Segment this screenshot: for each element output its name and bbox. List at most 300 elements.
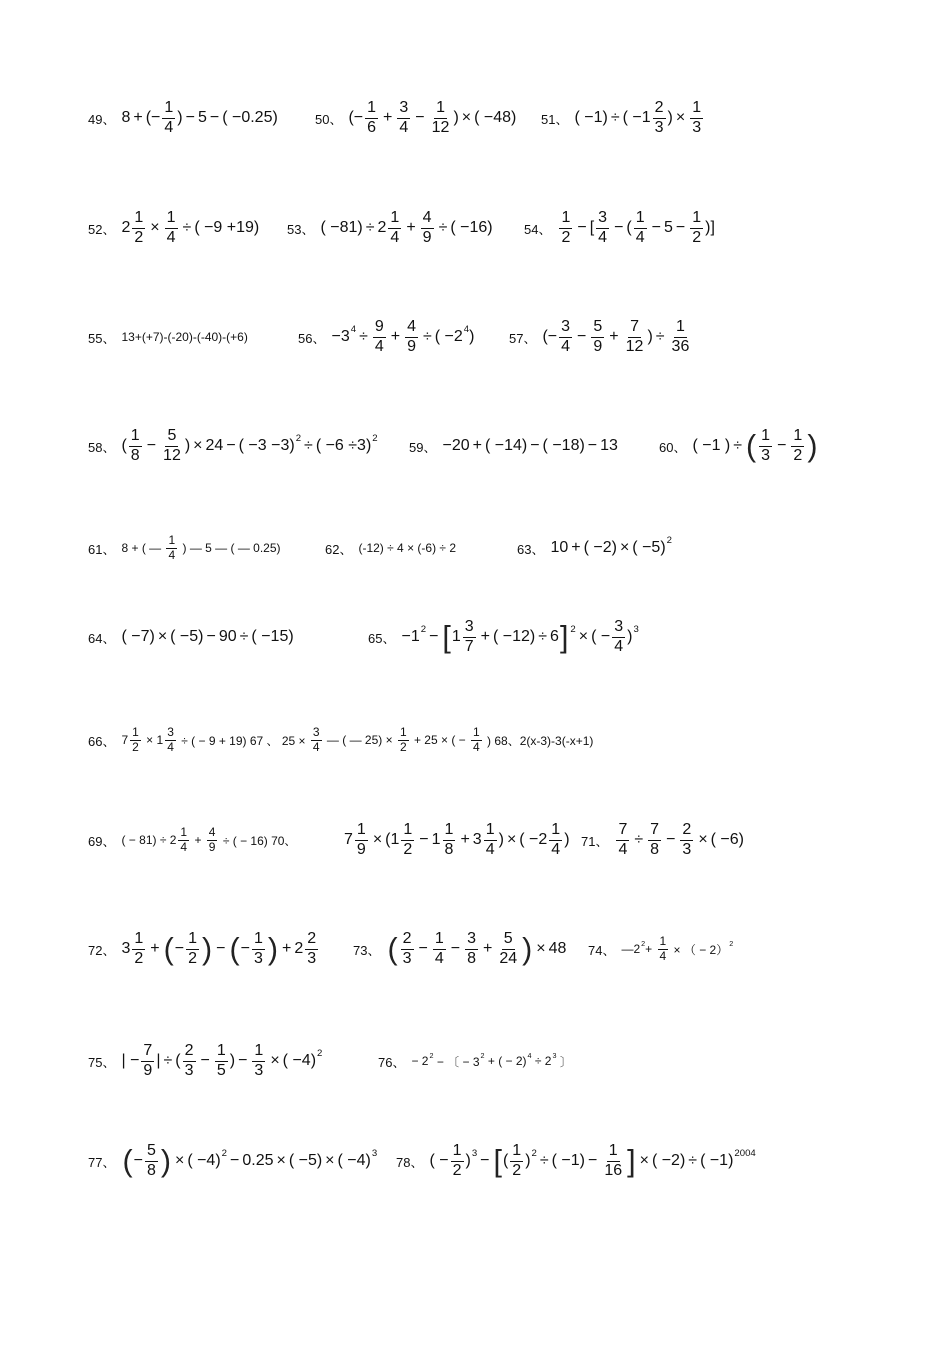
problem-number: 52、: [88, 221, 116, 237]
fraction: [252, 1042, 265, 1080]
expression-text: ( −5): [632, 539, 666, 556]
exponent: 4: [463, 324, 470, 336]
expression-text: ( −6 ÷3): [315, 437, 372, 454]
numerator: 1: [401, 821, 414, 840]
operator: −: [577, 219, 587, 236]
denominator: 9: [356, 840, 366, 858]
expression-text: − 2: [411, 1054, 429, 1068]
expression-text: 〕: [556, 1054, 572, 1069]
expression-text: ( −15): [251, 628, 294, 645]
numerator: 1: [180, 824, 188, 839]
denominator: 4: [618, 840, 628, 858]
expression-text: ÷ 2: [531, 1054, 552, 1068]
denominator: 4: [399, 118, 409, 136]
expression-text: ( −12): [493, 628, 536, 645]
expression-text: ): [564, 831, 570, 848]
problem: [524, 188, 715, 268]
fraction: [471, 726, 482, 755]
numerator: 1: [607, 1142, 620, 1161]
fraction: [365, 99, 378, 137]
expression-text: ): [465, 1152, 471, 1169]
operator: ×: [193, 437, 203, 454]
expression: [386, 930, 566, 968]
exponent: 2: [480, 1051, 485, 1061]
large-bracket: ): [807, 428, 818, 463]
exponent: 2: [729, 939, 734, 949]
numerator: 5: [165, 427, 178, 446]
fraction: [355, 821, 368, 859]
expression-text: 13: [600, 437, 618, 454]
denominator: 4: [374, 337, 384, 355]
denominator: 2: [403, 840, 413, 858]
problem-number: 58、: [88, 439, 116, 455]
fraction: [591, 318, 604, 356]
numerator: 1: [484, 821, 497, 840]
fraction: [510, 1142, 523, 1180]
fraction: [401, 930, 414, 968]
denominator: 4: [635, 228, 645, 246]
expression-text: [: [589, 219, 595, 236]
expression-text: (: [542, 328, 548, 345]
operator: −: [480, 1152, 490, 1169]
fraction: [634, 209, 647, 247]
expression-text: ( −0.25): [222, 109, 278, 126]
expression-text: (: [175, 1052, 181, 1069]
exponent: 2: [429, 1051, 434, 1061]
operator: −: [675, 219, 686, 236]
problem: [378, 1021, 572, 1101]
fraction: [680, 821, 693, 859]
expression-text: 1: [431, 831, 441, 848]
expression-text: − 〔 − 3: [433, 1054, 480, 1069]
expression-text: ( −5): [288, 1152, 323, 1169]
denominator: 2: [134, 949, 144, 967]
large-bracket: (: [387, 931, 398, 966]
expression-text: −: [174, 940, 185, 957]
operator: ×: [639, 1152, 649, 1169]
expression-text: 24: [205, 437, 224, 454]
expression-text: ): [184, 437, 191, 454]
numerator: 1: [129, 427, 142, 446]
expression-text: (1: [385, 831, 400, 848]
fraction: [373, 318, 386, 356]
operator: +: [483, 940, 493, 957]
expression-text: 48: [548, 940, 567, 957]
expression-text: 5: [664, 219, 673, 236]
problem: [88, 597, 294, 677]
fraction: [670, 318, 692, 356]
expression-text: 10: [550, 539, 569, 556]
expression-text: —2: [621, 942, 641, 956]
fraction: [559, 318, 572, 356]
expression: [121, 534, 280, 563]
exponent: 2: [221, 1148, 227, 1160]
denominator: 4: [390, 228, 400, 246]
numerator: 1: [473, 724, 480, 739]
expression-text: ( −: [429, 1152, 449, 1169]
large-bracket: ): [267, 931, 278, 966]
large-bracket: ]: [559, 619, 569, 654]
problem-row: [0, 508, 950, 588]
problem-number: 62、: [325, 541, 353, 557]
expression-text: (: [502, 1152, 509, 1169]
operator: −: [666, 831, 676, 848]
expression: [574, 99, 705, 137]
large-bracket: (: [163, 931, 174, 966]
numerator: 1: [252, 930, 265, 949]
operator: +: [383, 109, 393, 126]
fraction: [421, 209, 434, 247]
operator: ÷: [655, 328, 665, 345]
numerator: 1: [168, 532, 176, 547]
operator: ÷: [365, 219, 375, 236]
problem: [588, 909, 733, 989]
expression-text: ): [667, 109, 673, 126]
denominator: 4: [167, 739, 174, 754]
operator: ÷: [438, 219, 448, 236]
operator: ×: [276, 1152, 286, 1169]
operator: −: [146, 437, 157, 454]
numerator: 1: [434, 99, 447, 118]
numerator: 5: [502, 930, 515, 949]
expression-text: ( −: [591, 628, 611, 645]
denominator: 4: [164, 118, 174, 136]
expression-text: 7: [344, 831, 353, 848]
expression-text: ( −1: [622, 109, 651, 126]
operator: −: [777, 437, 787, 454]
fraction: [165, 726, 176, 755]
denominator: 4: [473, 739, 480, 754]
expression-text: 2: [294, 940, 304, 957]
problem-row: [0, 297, 950, 377]
numerator: 1: [388, 209, 401, 228]
denominator: 4: [561, 337, 571, 355]
expression-text: 1: [451, 628, 461, 645]
denominator: 9: [407, 337, 416, 355]
expression-text: ( −2: [434, 328, 463, 345]
fraction: [388, 209, 401, 247]
expression-text: (: [348, 109, 354, 126]
numerator: 2: [183, 1042, 196, 1061]
operator: −: [588, 1152, 598, 1169]
problem-number: 55、: [88, 330, 116, 346]
numerator: 1: [451, 1142, 464, 1161]
numerator: 1: [674, 318, 687, 337]
problem: [88, 78, 278, 158]
expression-text: −20: [442, 437, 470, 454]
denominator: 2: [134, 228, 144, 246]
exponent: 2: [420, 624, 427, 636]
expression: [442, 437, 617, 455]
expression-text: ): [177, 109, 183, 126]
operator: −: [238, 1052, 248, 1069]
problem-number: 63、: [517, 541, 545, 557]
operator: −: [651, 219, 661, 236]
denominator: 3: [307, 949, 317, 967]
fraction: [451, 1142, 464, 1180]
numerator: 1: [132, 724, 139, 739]
denominator: 4: [312, 739, 320, 754]
operator: ×: [506, 831, 517, 848]
exponent: 2: [295, 433, 302, 445]
exponent: 2: [372, 433, 378, 445]
problem-number: 78、: [396, 1154, 424, 1170]
operator: −: [216, 940, 226, 957]
denominator: 4: [180, 839, 188, 854]
problem-row: [0, 78, 950, 158]
expression-text: ( −4): [337, 1152, 371, 1169]
operator: ×: [698, 831, 708, 848]
expression-text: |: [156, 1052, 161, 1069]
operator: −: [200, 1052, 210, 1069]
numerator: 1: [634, 209, 647, 228]
expression: [542, 318, 693, 356]
numerator: 1: [162, 99, 175, 118]
expression-text: (: [121, 437, 127, 454]
expression: [121, 826, 296, 855]
expression-text: ( −1): [551, 1152, 585, 1169]
operator: ×: [150, 219, 160, 236]
operator: ×: [270, 1052, 280, 1069]
expression-text: ( −2: [519, 831, 548, 848]
problem-number: 75、: [88, 1054, 116, 1070]
operator: ×: [578, 628, 589, 645]
operator: ÷: [359, 328, 368, 345]
fraction: [178, 826, 189, 855]
problem-row: [0, 597, 950, 677]
expression: [121, 1142, 377, 1180]
expression-text: + ( − 2): [484, 1054, 527, 1068]
numerator: 1: [355, 821, 368, 840]
expression: [320, 209, 492, 247]
denominator: 4: [166, 228, 176, 246]
numerator: 3: [559, 318, 572, 337]
problem: [517, 508, 672, 588]
problem-row: [0, 406, 950, 486]
denominator: 3: [654, 118, 664, 136]
numerator: 7: [141, 1042, 154, 1061]
denominator: 9: [593, 337, 603, 355]
fraction: [759, 427, 772, 465]
numerator: 1: [791, 427, 804, 446]
denominator: 8: [467, 949, 476, 967]
expression-text: ( −4): [282, 1052, 317, 1069]
denominator: 9: [143, 1061, 153, 1079]
fraction: [484, 821, 497, 859]
denominator: 8: [444, 840, 454, 858]
expression: [358, 541, 456, 555]
operator: ÷: [538, 628, 548, 645]
problem-number: 76、: [378, 1054, 406, 1070]
expression-text: ) 68、2(x-3)-3(-x+1): [483, 733, 594, 748]
operator: ×: [157, 628, 168, 645]
operator: ×: [461, 109, 472, 126]
denominator: 3: [254, 1061, 264, 1079]
fraction: [497, 930, 519, 968]
operator: −: [530, 437, 540, 454]
expression-text: ( − 81) ÷ 2: [121, 833, 177, 847]
expression-text: ÷ ( − 9 + 19) 67 、 25 ×: [177, 733, 309, 748]
operator: +: [133, 109, 143, 126]
numerator: 1: [132, 930, 145, 949]
expression-text: ): [498, 831, 504, 848]
fraction: [165, 209, 178, 247]
large-bracket: [: [442, 619, 451, 654]
fraction: [311, 726, 322, 755]
problem: [88, 909, 320, 989]
problem: [88, 297, 248, 377]
problem: [287, 188, 493, 268]
problem-number: 59、: [409, 439, 437, 455]
numerator: 2: [305, 930, 318, 949]
expression-text: 3: [472, 831, 482, 848]
denominator: 5: [216, 1061, 226, 1079]
fraction: [186, 930, 199, 968]
operator: −: [587, 437, 598, 454]
denominator: 3: [402, 949, 412, 967]
expression-text: ( −14): [484, 437, 528, 454]
expression-text: (-12) ÷ 4 × (-6) ÷ 2: [358, 541, 456, 555]
expression-text: −: [240, 940, 250, 957]
operator: −: [577, 328, 587, 345]
expression-text: ): [647, 328, 653, 345]
denominator: 4: [659, 948, 667, 963]
fraction: [443, 821, 456, 859]
operator: ÷: [733, 437, 743, 454]
problem-row: [0, 800, 950, 880]
numerator: 1: [559, 209, 572, 228]
operator: ÷: [688, 1152, 698, 1169]
denominator: 3: [184, 1061, 194, 1079]
problem-number: 64、: [88, 630, 116, 646]
expression-text: ): [453, 109, 459, 126]
exponent: 2: [666, 535, 672, 547]
large-bracket: (: [746, 428, 757, 463]
expression-text: ): [229, 1052, 236, 1069]
problem: [353, 909, 566, 989]
problem-number: 65、: [368, 630, 396, 646]
expression: [121, 628, 293, 646]
problem: [88, 508, 281, 588]
numerator: 2: [401, 930, 414, 949]
expression: [621, 935, 733, 964]
expression-text: — ( — 25) ×: [323, 733, 396, 747]
problem: [88, 1021, 322, 1101]
denominator: 3: [692, 118, 702, 136]
operator: −: [185, 109, 195, 126]
operator: −: [418, 940, 428, 957]
fraction: [305, 930, 318, 968]
fraction: [252, 930, 265, 968]
fraction: [141, 1042, 154, 1080]
problem-number: 73、: [353, 942, 381, 958]
fraction: [162, 99, 175, 137]
expression-text: ( −2): [651, 1152, 686, 1169]
expression: [121, 930, 320, 968]
expression-text: 13+(+7)-(-20)-(-40)-(+6): [121, 330, 248, 344]
fraction: [433, 930, 446, 968]
numerator: 3: [465, 930, 478, 949]
expression-text: −: [151, 109, 161, 126]
fraction: [596, 209, 609, 247]
problem-number: 74、: [588, 942, 616, 958]
problem-number: 51、: [541, 111, 569, 127]
denominator: 8: [146, 1161, 156, 1179]
expression-text: (: [145, 109, 152, 126]
operator: ÷: [539, 1152, 549, 1169]
problem: [541, 78, 705, 158]
fraction: [653, 99, 666, 137]
denominator: 2: [561, 228, 571, 246]
problem-number: 66、: [88, 733, 116, 749]
operator: +: [150, 940, 160, 957]
operator: −: [415, 109, 425, 126]
numerator: 3: [167, 724, 174, 739]
denominator: 3: [682, 840, 692, 858]
numerator: 9: [373, 318, 386, 337]
expression-text: ( −4): [187, 1152, 221, 1169]
problem-number: 56、: [298, 330, 326, 346]
fraction: [130, 726, 141, 755]
denominator: 12: [625, 337, 644, 355]
expression-text: (: [626, 219, 632, 236]
numerator: 1: [365, 99, 378, 118]
problem-number: 77、: [88, 1154, 116, 1170]
operator: ÷: [423, 328, 432, 345]
numerator: 3: [596, 209, 609, 228]
expression-text: 8 + ( —: [121, 541, 165, 555]
expression-text: ÷ ( − 16) 70、: [219, 833, 297, 848]
operator: −: [206, 628, 216, 645]
operator: −: [226, 437, 236, 454]
operator: +: [281, 940, 292, 957]
numerator: 2: [653, 99, 666, 118]
fraction: [616, 821, 629, 859]
denominator: 4: [485, 840, 495, 858]
expression-text: 0.25: [242, 1152, 274, 1169]
operator: +: [460, 831, 470, 848]
expression: [429, 1142, 755, 1180]
large-bracket: ): [160, 1143, 171, 1178]
numerator: 1: [215, 1042, 228, 1061]
numerator: 2: [680, 821, 693, 840]
problem: [344, 800, 570, 880]
problem-row: [0, 1021, 950, 1101]
expression-text: −: [133, 1152, 143, 1169]
operator: −: [209, 109, 220, 126]
denominator: 2: [399, 739, 407, 754]
fraction: [397, 99, 410, 137]
numerator: 4: [405, 318, 418, 337]
numerator: 1: [186, 930, 199, 949]
problem: [88, 406, 378, 486]
expression-text: ( −48): [474, 109, 517, 126]
large-bracket: (: [229, 931, 240, 966]
fraction: [207, 826, 218, 855]
expression-text: + 25 × ( −: [410, 733, 469, 747]
denominator: 4: [168, 547, 176, 562]
operator: ×: [536, 940, 546, 957]
operator: −: [450, 940, 461, 957]
fraction: [398, 726, 409, 755]
problem-number: 50、: [315, 111, 343, 127]
fraction: [405, 318, 418, 356]
operator: ÷: [634, 831, 644, 848]
operator: +: [472, 437, 482, 454]
denominator: 8: [130, 446, 140, 464]
expression: [344, 821, 570, 859]
fraction: [612, 618, 625, 656]
